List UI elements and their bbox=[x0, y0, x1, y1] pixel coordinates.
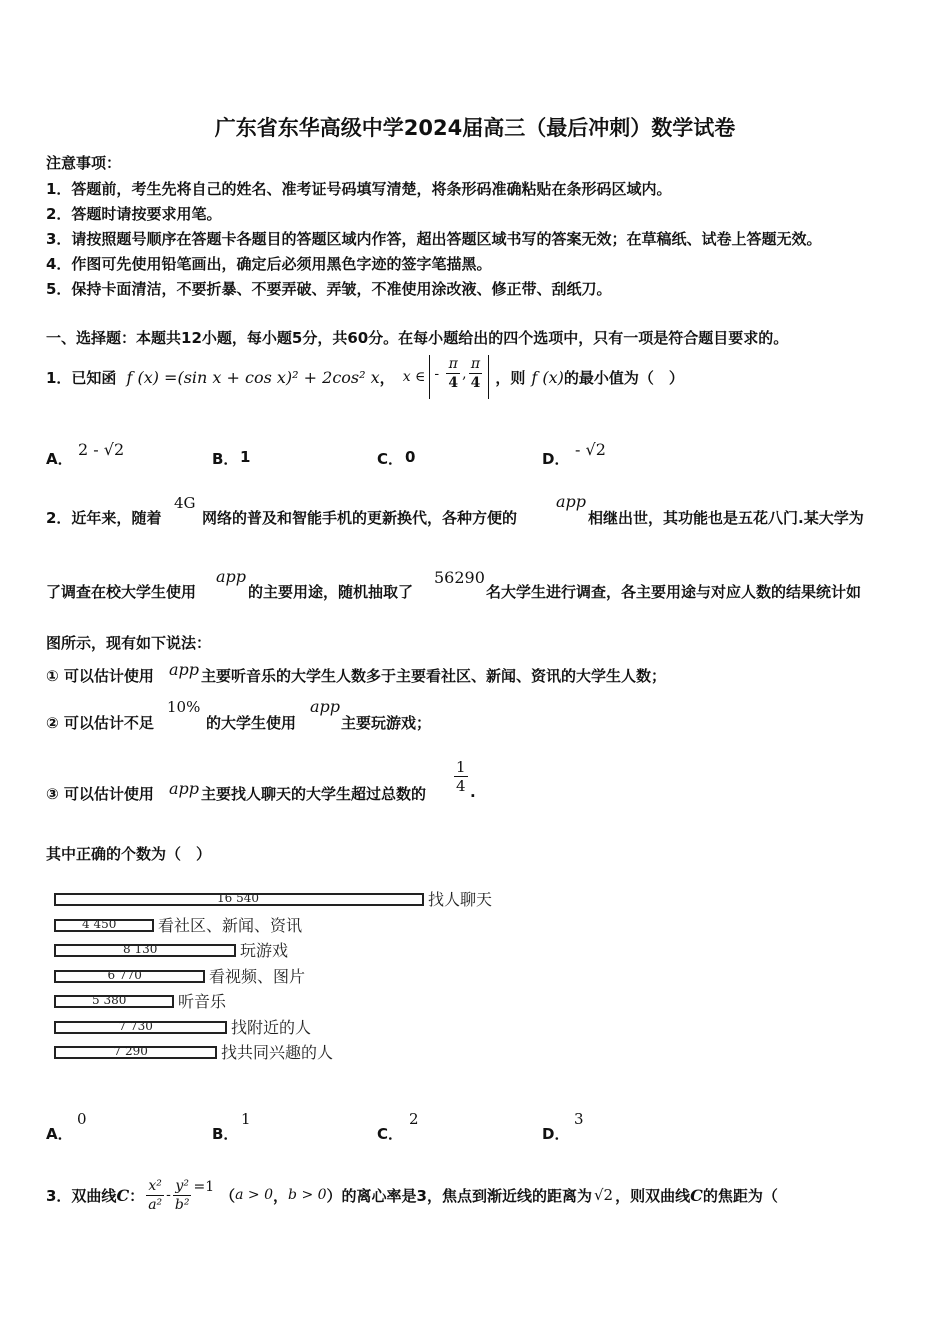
question-1 bbox=[46, 352, 684, 402]
q1-option-c-label: C． bbox=[377, 450, 404, 468]
q2-option-d-value: 3 bbox=[574, 1110, 584, 1128]
q1-option-b-value: 1 bbox=[240, 448, 251, 466]
q1-option-b-label: B． bbox=[212, 450, 239, 468]
q3-cond-a: a > 0 bbox=[235, 1187, 274, 1203]
bar-category-label-1: 看社区、新闻、资讯 bbox=[158, 916, 303, 935]
q2-statement-1-a: ① 可以估计使用 bbox=[46, 667, 154, 685]
q2-statement-1-b: 主要听音乐的大学生人数多于主要看社区、新闻、资讯的大学生人数； bbox=[201, 667, 667, 685]
q2-statement-3-b: 主要找人聊天的大学生超过总数的 bbox=[201, 785, 427, 803]
q1-interval bbox=[429, 355, 489, 399]
bar-value-label-6: 7 290 bbox=[113, 1044, 148, 1058]
bar-value-label-5: 7 730 bbox=[118, 1019, 153, 1033]
q3-sqrt2: √2 bbox=[594, 1186, 614, 1204]
q2-option-d-label: D． bbox=[542, 1125, 570, 1143]
bar-category-label-2: 玩游戏 bbox=[240, 941, 289, 960]
q2-option-c-label: C． bbox=[377, 1125, 404, 1143]
q3-y2: y² bbox=[173, 1177, 192, 1196]
q2-percent: 10% bbox=[167, 698, 201, 716]
q1-option-a-label: A． bbox=[46, 450, 73, 468]
q1-four-2: 4 bbox=[470, 375, 481, 391]
q3-tail: ，则双曲线 bbox=[615, 1186, 691, 1205]
q2-app-2: app bbox=[216, 567, 247, 586]
bar-value-label-3: 6 770 bbox=[107, 968, 142, 982]
q1-function: f (x) =(sin x + cos x)² + 2cos² x bbox=[126, 367, 380, 387]
q2-statement-2-b: 的大学生使用 bbox=[206, 714, 297, 732]
notice-item-2: 2．答题时请按要求用笔。 bbox=[46, 205, 222, 223]
notice-item-1: 1．答题前，考生先将自己的姓名、准考证号码填写清楚，将条形码准确粘贴在条形码区域内。 bbox=[46, 180, 672, 198]
q1-option-a-value: 2 - √2 bbox=[78, 440, 125, 459]
q2-option-c-value: 2 bbox=[409, 1110, 419, 1128]
q2-fraction-quarter bbox=[454, 758, 468, 795]
q2-app-1: app bbox=[556, 492, 587, 511]
q1-four-1: 4 bbox=[448, 375, 459, 391]
q1-sep: , bbox=[462, 366, 467, 382]
bar-category-label-3: 看视频、图片 bbox=[209, 967, 306, 986]
q3-prefix: 3．双曲线 bbox=[46, 1186, 117, 1205]
q1-prefix: 1．已知函 bbox=[46, 368, 117, 387]
q1-frac-right bbox=[469, 355, 483, 392]
q1-option-c-value: 0 bbox=[405, 448, 416, 466]
q2-option-a-label: A． bbox=[46, 1125, 73, 1143]
q2-app-3: app bbox=[169, 660, 200, 679]
q1-neg: - bbox=[434, 366, 440, 382]
q3-c-2: C bbox=[690, 1185, 703, 1205]
notice-item-3: 3．请按照题号顺序在答题卡各题目的答题区域内作答，超出答题区域书写的答案无效；在草稿纸、试卷上答题无效。 bbox=[46, 230, 822, 248]
q3-frac-y bbox=[173, 1177, 192, 1214]
q3-b2: b² bbox=[174, 1196, 190, 1213]
q2-line2-a: 了调查在校大学生使用 bbox=[46, 583, 197, 601]
bar-category-label-6: 找共同兴趣的人 bbox=[221, 1043, 334, 1062]
q2-option-b-label: B． bbox=[212, 1125, 239, 1143]
q2-statement-2-c: 主要玩游戏； bbox=[341, 714, 432, 732]
q2-line2-b: 的主要用途，随机抽取了 bbox=[248, 583, 414, 601]
bar-value-label-1: 4 450 bbox=[82, 917, 117, 931]
q2-app-5: app bbox=[169, 779, 200, 798]
q2-statement-2-a: ② 可以估计不足 bbox=[46, 714, 154, 732]
q2-ask: 其中正确的个数为（ ） bbox=[46, 845, 212, 863]
q1-suffix1: ，则 bbox=[495, 368, 526, 387]
q3-minus: - bbox=[166, 1187, 171, 1203]
notice-item-4: 4．作图可先使用铅笔画出，确定后必须用黑色字迹的签字笔描黑。 bbox=[46, 255, 492, 273]
q2-line1-a: 2．近年来，随着 bbox=[46, 509, 162, 527]
q3-eq: =1 bbox=[193, 1179, 215, 1195]
q1-pi-2: π bbox=[469, 355, 483, 374]
bar-category-label-4: 听音乐 bbox=[178, 992, 227, 1011]
q3-mid: 的离心率是3，焦点到渐近线的距离为 bbox=[341, 1186, 592, 1205]
q3-c: C bbox=[116, 1185, 130, 1205]
bar-category-label-5: 找附近的人 bbox=[231, 1018, 312, 1037]
q3-cond-close: ） bbox=[326, 1186, 342, 1205]
q2-line1-b: 网络的普及和智能手机的更新换代，各种方便的 bbox=[202, 509, 518, 527]
q3-a2: a² bbox=[148, 1196, 163, 1213]
q2-sample-size: 56290 bbox=[434, 568, 485, 587]
q2-4g: 4G bbox=[174, 494, 196, 512]
q3-tail2: 的焦距为（ bbox=[702, 1186, 778, 1205]
q2-frac-den: 4 bbox=[456, 777, 466, 795]
q2-option-a-value: 0 bbox=[77, 1110, 87, 1128]
q1-pi-1: π bbox=[446, 355, 460, 374]
q3-cond-b: b > 0 bbox=[288, 1187, 327, 1203]
notice-heading: 注意事项： bbox=[46, 154, 122, 172]
q2-statement-3-a: ③ 可以估计使用 bbox=[46, 785, 154, 803]
bar-category-label-0: 找人聊天 bbox=[428, 890, 493, 909]
q2-line1-c: 相继出世，其功能也是五花八门.某大学为 bbox=[588, 509, 864, 527]
q3-cond-sep: ， bbox=[273, 1186, 289, 1205]
q1-frac-left bbox=[446, 355, 460, 392]
bar-value-label-2: 8 130 bbox=[123, 942, 158, 956]
q3-colon: ： bbox=[129, 1186, 145, 1205]
page-title: 广东省东华高级中学2024届高三（最后冲刺）数学试卷 bbox=[214, 116, 736, 140]
q1-option-d-label: D． bbox=[542, 450, 570, 468]
bar-value-label-0: 16 540 bbox=[217, 891, 259, 905]
q1-option-d-value: - √2 bbox=[575, 440, 606, 459]
q1-domain-lhs: x ∈ bbox=[402, 369, 426, 385]
notice-item-5: 5．保持卡面清洁，不要折暴、不要弄破、弄皱，不准使用涂改液、修正带、刮纸刀。 bbox=[46, 280, 612, 298]
q2-frac-num: 1 bbox=[456, 758, 466, 776]
q1-fx: f (x) bbox=[531, 367, 564, 387]
q2-line2-c: 名大学生进行调查，各主要用途与对应人数的结果统计如 bbox=[486, 583, 862, 601]
q3-cond-open: （ bbox=[220, 1186, 236, 1205]
q1-comma: ， bbox=[379, 368, 395, 387]
bar-value-label-4: 5 380 bbox=[92, 993, 127, 1007]
q1-suffix2: 的最小值为（ ） bbox=[563, 368, 684, 387]
q2-option-b-value: 1 bbox=[241, 1110, 251, 1128]
q3-frac-x bbox=[146, 1177, 164, 1214]
q2-line3: 图所示，现有如下说法： bbox=[46, 634, 212, 652]
section-heading: 一、选择题：本题共12小题，每小题5分，共60分。在每小题给出的四个选项中，只有一项是符合题目要求的。 bbox=[46, 329, 789, 347]
q2-period: . bbox=[470, 783, 476, 801]
question-3 bbox=[46, 1170, 778, 1220]
q3-x2: x² bbox=[146, 1177, 164, 1196]
q2-app-4: app bbox=[310, 697, 341, 716]
